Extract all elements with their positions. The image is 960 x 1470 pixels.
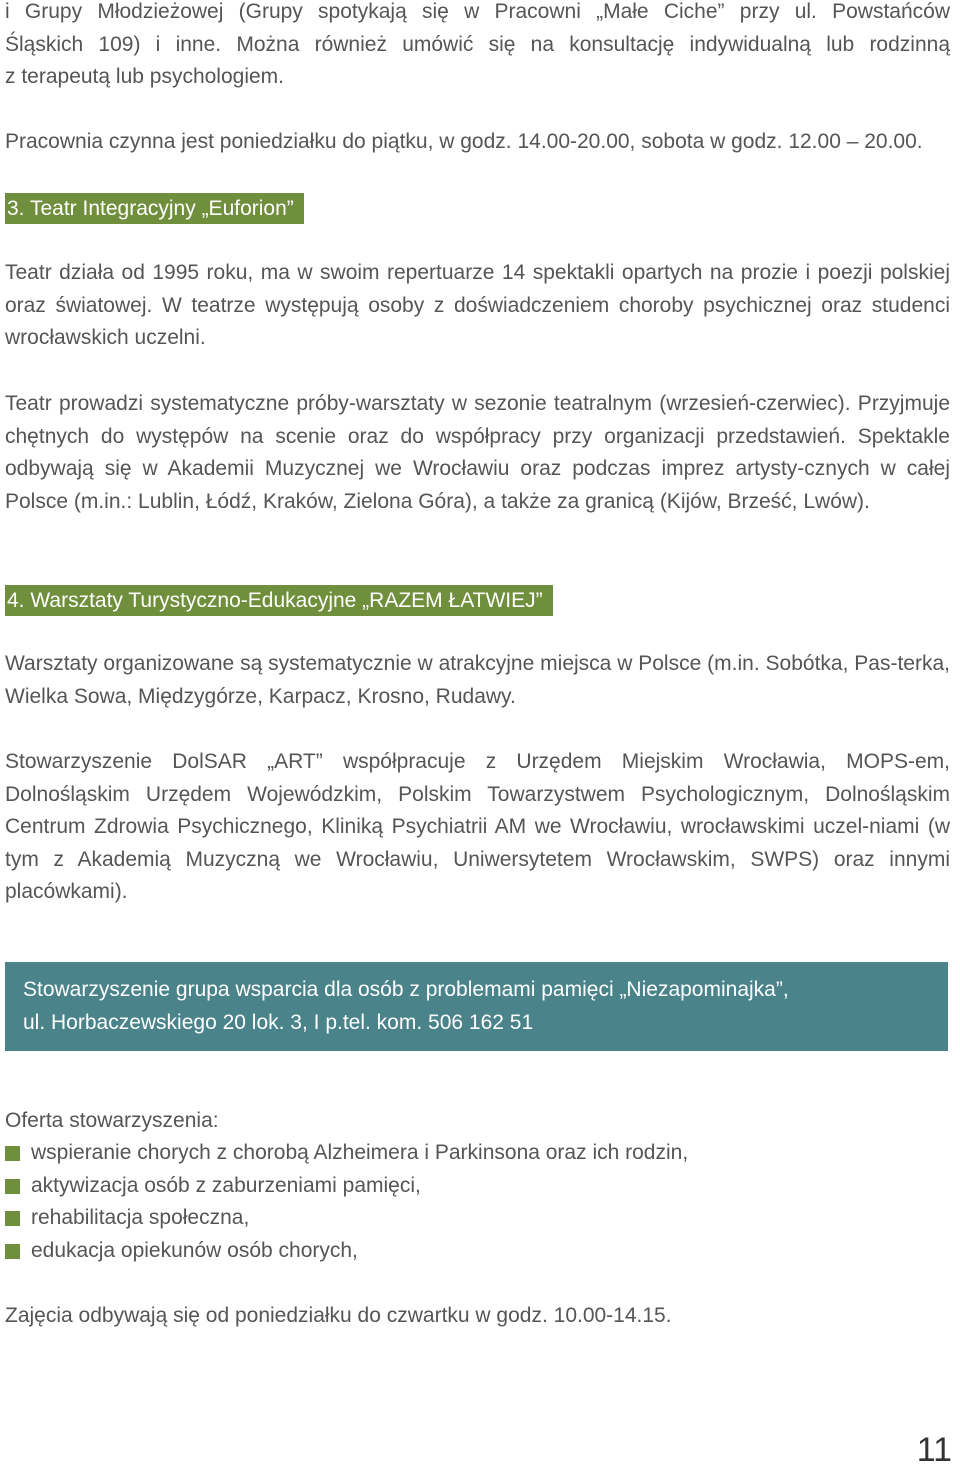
page-number: 11 bbox=[916, 1431, 952, 1469]
section-3-number: 3. bbox=[7, 197, 25, 220]
intro-paragraph bbox=[5, 0, 950, 94]
section-3-heading bbox=[5, 193, 304, 224]
section-4-heading bbox=[5, 585, 553, 616]
section-3-title: Teatr Integracyjny „Euforion” bbox=[29, 197, 294, 220]
list-item: edukacja opiekunów osób chorych, bbox=[5, 1235, 950, 1268]
section-3-paragraph-2: Teatr prowadzi systematyczne próby-warsztaty w sezonie teatralnym (wrzesień-czerwiec). Przyjmuje chętnych do występów na scenie oraz do współpracy przy organizacji przedstawień. Spektakle odbywają się w Akademii Muzycznej we Wrocławiu oraz podczas imprez artysty-cznych w całej Polsce (m.in.: Lublin, Łódź, Kraków, Zielona Góra), a także za granicą (Kijów, Brześć, Lwów). bbox=[5, 392, 950, 513]
bullet-square-icon bbox=[5, 1146, 20, 1161]
info-box-line-2: ul. Horbaczewskiego 20 lok. 3, I p.tel. kom. 506 162 51 bbox=[23, 1010, 534, 1034]
intro-line-2: Śląskich 109) i inne. Można również umówić się na konsultację indywidualną lub rodzinną bbox=[5, 32, 950, 56]
list-item: rehabilitacja społeczna, bbox=[5, 1202, 950, 1235]
bullet-square-icon bbox=[5, 1179, 20, 1194]
offer-heading: Oferta stowarzyszenia: bbox=[5, 1109, 219, 1132]
list-item: aktywizacja osób z zaburzeniami pamięci, bbox=[5, 1170, 950, 1203]
niezapominajka-info-box bbox=[5, 962, 948, 1051]
section-4-paragraph-2: Stowarzyszenie DolSAR „ART” współpracuje z Urzędem Miejskim Wrocławia, MOPS-em, Dolnośląskim Urzędem Wojewódzkim, Polskim Towarzystwem Psychologicznym, Dolnośląskim Centrum Zdrowia Psychicznego, Kliniką Psychiatrii AM we Wrocławiu, wrocławskimi uczel-niami (w tym z Akademią Muzyczną we Wrocławiu, Uniwersytetem Wrocławskim, SWPS) oraz innymi placówkami). bbox=[5, 750, 950, 904]
bullet-square-icon bbox=[5, 1244, 20, 1259]
section-4-paragraph-1: Warsztaty organizowane są systematycznie w atrakcyjne miejsca w Polsce (m.in. Sobótka, Pas-terka, Wielka Sowa, Międzygórze, Karpacz, Krosno, Rudawy. bbox=[5, 652, 950, 708]
opening-hours: Pracownia czynna jest poniedziałku do piątku, w godz. 14.00-20.00, sobota w godz. 12.00 – 20.00. bbox=[5, 130, 923, 153]
bullet-square-icon bbox=[5, 1211, 20, 1226]
offer-schedule: Zajęcia odbywają się od poniedziałku do czwartku w godz. 10.00-14.15. bbox=[5, 1304, 672, 1327]
info-box-line-1: Stowarzyszenie grupa wsparcia dla osób z problemami pamięci „Niezapominajka”, bbox=[23, 978, 789, 1001]
intro-line-1: i Grupy Młodzieżowej (Grupy spotykają się w Pracowni „Małe Ciche” przy ul. Powstańców bbox=[5, 0, 950, 23]
section-4-title: Warsztaty Turystyczno-Edukacyjne „RAZEM ŁATWIEJ” bbox=[30, 589, 543, 612]
offer-list bbox=[5, 1137, 950, 1267]
list-item: wspieranie chorych z chorobą Alzheimera i Parkinsona oraz ich rodzin, bbox=[5, 1137, 950, 1170]
section-4-number: 4. bbox=[7, 589, 25, 612]
intro-line-3: z terapeutą lub psychologiem. bbox=[5, 65, 284, 89]
section-3-paragraph-1: Teatr działa od 1995 roku, ma w swoim repertuarze 14 spektakli opartych na prozie i poezji polskiej oraz światowej. W teatrze występują osoby z doświadczeniem choroby psychicznej oraz studenci wrocławskich uczelni. bbox=[5, 261, 950, 350]
